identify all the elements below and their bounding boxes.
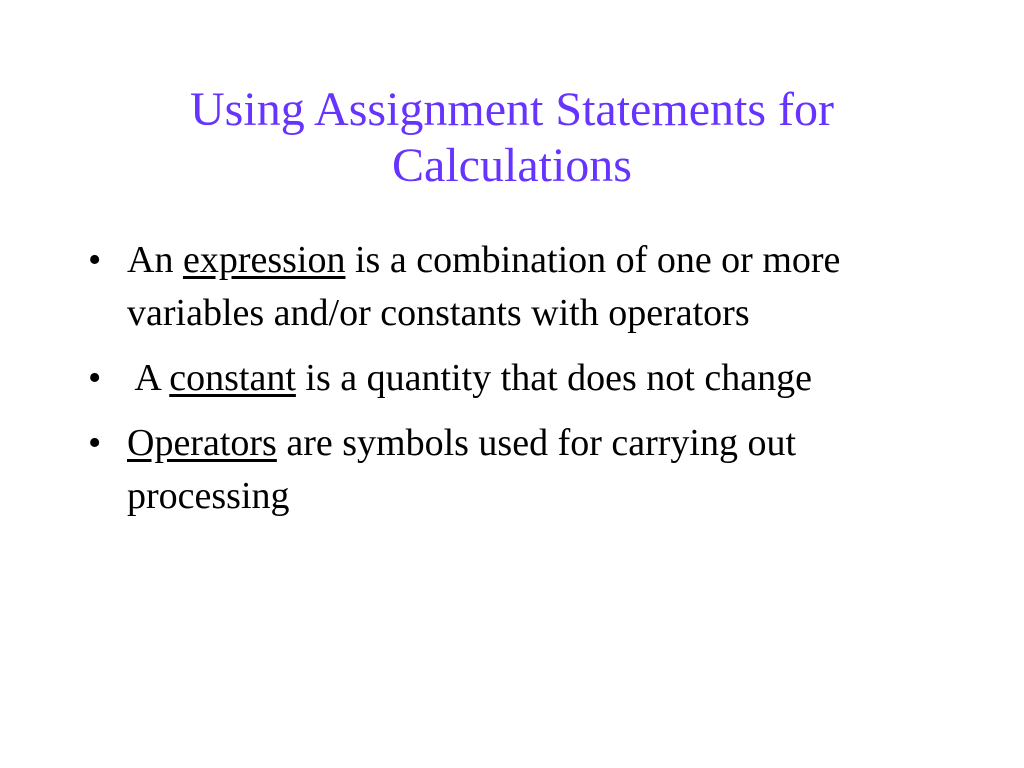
bullet-item-constant (88, 352, 948, 405)
bullet-term-operators: Operators (127, 422, 277, 464)
bullet-marker-icon: • (88, 239, 102, 281)
bullet-text-after: are symbols used for carrying out processing (127, 422, 797, 517)
bullet-item-expression (88, 234, 948, 340)
bullet-text-after: is a combination of one or more variables and/or constants with operators (127, 239, 841, 334)
title-line-2: Calculations (392, 139, 632, 192)
slide-title (0, 82, 1024, 194)
bullet-text-before: An (127, 239, 183, 281)
bullet-term-constant: constant (169, 357, 296, 399)
bullet-list (88, 234, 948, 535)
bullet-marker-icon: • (88, 357, 102, 399)
bullet-text-after: is a quantity that does not change (295, 357, 812, 399)
title-line-1: Using Assignment Statements for (190, 83, 834, 136)
bullet-text-before: A (127, 357, 170, 399)
bullet-marker-icon: • (88, 422, 102, 464)
bullet-term-expression: expression (182, 239, 346, 281)
bullet-item-operators (88, 417, 948, 523)
